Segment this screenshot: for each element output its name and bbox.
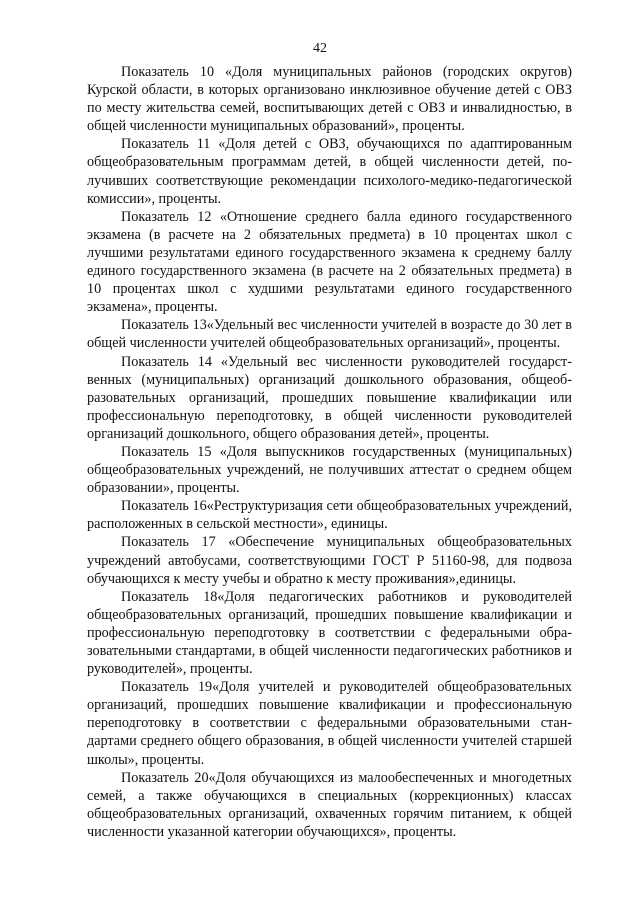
indicator-20-paragraph: Показатель 20«Доля обучающихся из малообеспеченных и многодетных семей, а также обучающихся в специальных (коррекционных) классах общеобразовательных организаций, охваченных горячим питанием, к общей численности указанной категории обучающихся», проценты. [87, 769, 572, 840]
indicator-16-paragraph: Показатель 16«Реструктуризация сети общеобразовательных учреждений, расположенных в сельской местности», единицы. [87, 498, 572, 533]
indicator-13-paragraph: Показатель 13«Удельный вес численности учителей в возрасте до 30 лет в общей численности учителей общеобразовательных организаций», проценты. [87, 317, 572, 352]
indicator-15-paragraph: Показатель 15 «Доля выпускников государственных (муниципальных) общеобразовательных учреждений, не получивших аттестат о среднем общем образовании», проценты. [87, 443, 572, 497]
indicator-11-paragraph: Показатель 11 «Доля детей с ОВЗ, обучающихся по адаптированным общеобразовательным программам детей, в общей численности детей, получивших соответствующие рекомендации психолого-медико-педагогической комиссии», проценты. [87, 136, 572, 207]
indicator-19-paragraph: Показатель 19«Доля учителей и руководителей общеобразовательных организаций, прошедших повышение квалификации и профессиональную переподготовку в соответствии с федеральными образовательными стандартами среднего общего образования, в общей численности учителей старшей школы», проценты. [87, 679, 572, 768]
indicator-18-paragraph: Показатель 18«Доля педагогических работников и руководителей общеобразовательных организаций, прошедших повышение квалификации и профессиональную переподготовку в соответствии с федеральными образовательными стандартами, в общей численности педагогических работников и руководителей», проценты. [87, 588, 572, 678]
indicator-12-paragraph: Показатель 12 «Отношение среднего балла единого государственного экзамена (в расчете на 2 обязательных предмета) в 10 процентах школ с лучшими результатами единого государственного экзамена к среднему баллу единого государственного экзамена (в расчете на 2 обязательных предмета) в 10 процентах школ с худшими результатами единого государственного экзамена», проценты. [87, 208, 572, 316]
indicator-17-paragraph: Показатель 17 «Обеспечение муниципальных общеобразовательных учреждений автобусами, соответствующими ГОСТ Р 51160-98, для подвоза обучающихся к месту учебы и обратно к месту проживания»,единицы. [87, 534, 572, 587]
indicator-10-paragraph: Показатель 10 «Доля муниципальных районов (городских округов) Курской области, в которых организовано инклюзивное обучение детей с ОВЗ по месту жительства семей, воспитывающих детей с ОВЗ и инвалидностью, в общей численности муниципальных образований», проценты. [87, 64, 572, 135]
page-number: 42 [313, 41, 327, 56]
document-body [87, 63, 572, 841]
indicator-14-paragraph: Показатель 14 «Удельный вес численности руководителей государственных (муниципальных) организаций дошкольного образования, общеобразовательных организаций, прошедших повышение квалификации или профессиональную переподготовку, в общей численности руководителей организаций дошкольного, общего образования детей», проценты. [87, 353, 572, 442]
